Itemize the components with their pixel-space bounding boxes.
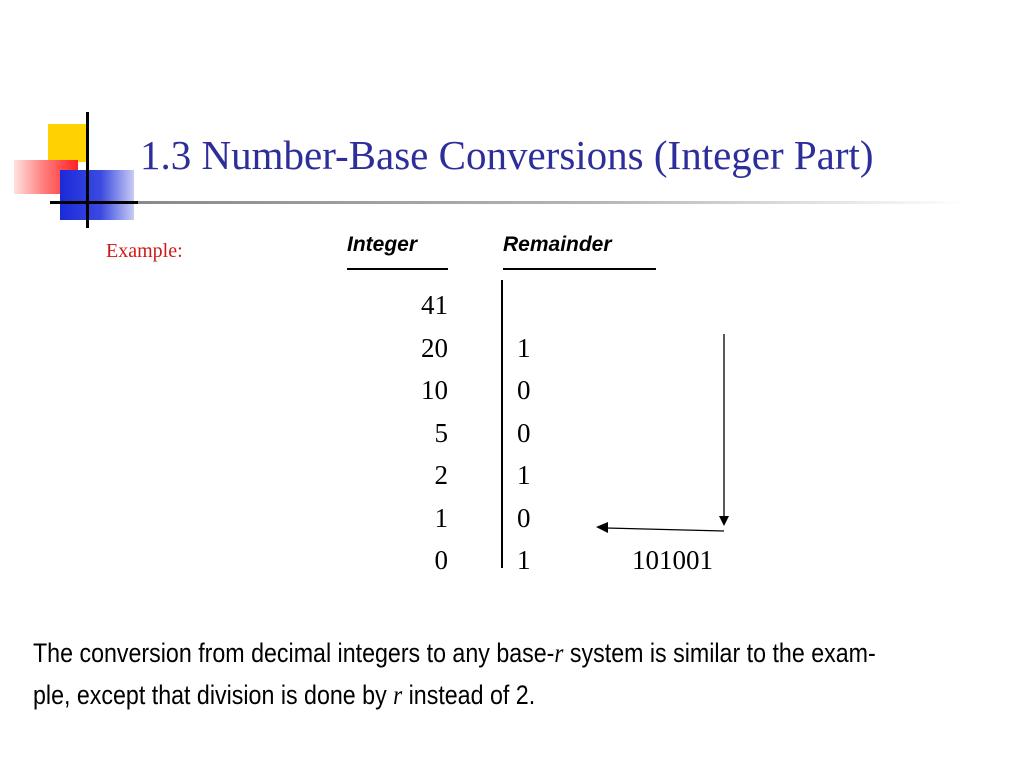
decor-yellow-square: [48, 124, 86, 162]
remainder-column-header: Remainder: [503, 233, 612, 256]
integer-cell: 10: [421, 375, 448, 405]
remainder-cell: 0: [517, 375, 531, 405]
remainder-cell: 1: [517, 545, 531, 575]
read-order-arrow: [590, 330, 740, 540]
arrow-down-head: [719, 516, 729, 526]
remainder-cell: 1: [517, 333, 531, 363]
decor-blue-block: [60, 170, 134, 220]
integer-cell: 1: [434, 503, 448, 533]
explanation-line-1: The conversion from decimal integers to any base-r system is similar to the exam-: [33, 638, 876, 668]
integer-header-underline: [347, 268, 448, 270]
explanation-line-2: ple, except that division is done by r instead of 2.: [33, 680, 536, 710]
integer-cell: 5: [434, 418, 448, 448]
remainder-cell: 0: [517, 418, 531, 448]
integer-cell: 0: [434, 545, 448, 575]
remainder-cell: 1: [517, 460, 531, 490]
integer-cell: 20: [421, 333, 448, 363]
remainder-header-underline: [503, 268, 656, 270]
column-divider: [501, 280, 503, 568]
arrow-left-head: [596, 522, 608, 533]
binary-result: 101001: [632, 545, 713, 575]
remainder-cell: 0: [517, 503, 531, 533]
integer-cell: 2: [434, 460, 448, 490]
explanation-text: [33, 632, 876, 716]
arrow-horizontal-line: [606, 528, 724, 531]
title-underline-rule: [138, 201, 968, 204]
slide-title: 1.3 Number-Base Conversions (Integer Part): [140, 132, 874, 178]
decor-vertical-line: [86, 112, 89, 228]
integer-cell: 41: [421, 290, 448, 320]
example-label: Example:: [106, 240, 183, 262]
integer-column-header: Integer: [347, 233, 418, 256]
